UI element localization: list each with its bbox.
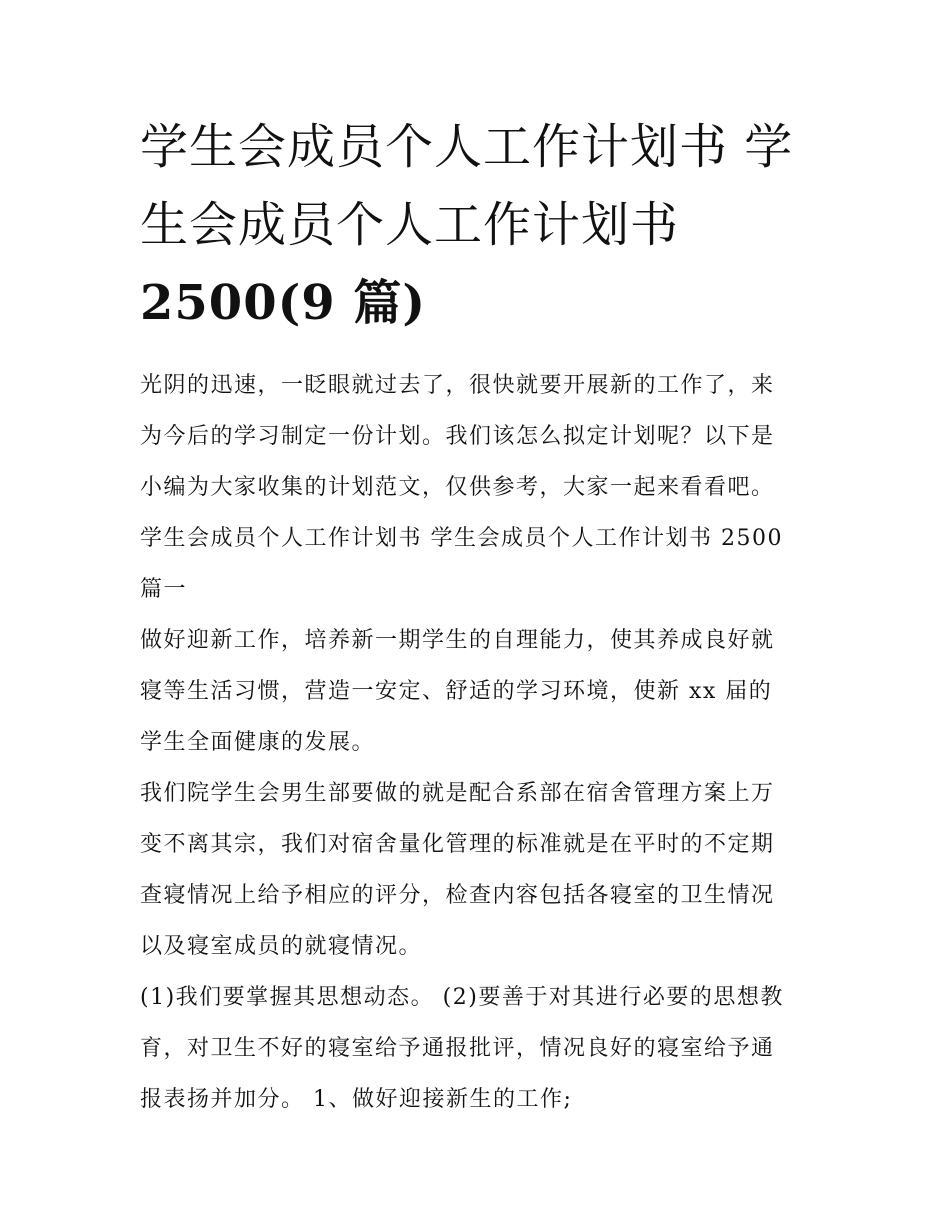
document-title-line-1: 学生会成员个人工作计划书 学 <box>140 119 794 175</box>
body-line: 寝等生活习惯，营造一安定、舒适的学习环境，使新 xx 届的 <box>140 679 773 704</box>
body-line: 学生全面健康的发展。 <box>140 730 376 755</box>
body-line: 变不离其宗，我们对宿舍量化管理的标准就是在平时的不定期 <box>140 832 775 857</box>
body-line: 报表扬并加分。 1、做好迎接新生的工作; <box>140 1087 573 1112</box>
document-body <box>140 360 820 1125</box>
document-title-line-2: 生会成员个人工作计划书 <box>140 197 680 253</box>
body-line: 学生会成员个人工作计划书 学生会成员个人工作计划书 2500 <box>140 526 783 551</box>
body-line: 篇一 <box>140 577 188 602</box>
body-line: 以及寝室成员的就寝情况。 <box>140 934 423 959</box>
body-line: (1)我们要掌握其思想动态。 (2)要善于对其进行必要的思想教 <box>140 985 784 1010</box>
body-line: 光阴的迅速，一眨眼就过去了，很快就要开展新的工作了，来 <box>140 373 775 398</box>
body-line: 查寝情况上给予相应的评分，检查内容包括各寝室的卫生情况 <box>140 883 775 908</box>
body-line: 为今后的学习制定一份计划。我们该怎么拟定计划呢？以下是 <box>140 424 775 449</box>
body-line: 做好迎新工作，培养新一期学生的自理能力，使其养成良好就 <box>140 628 775 653</box>
body-line: 小编为大家收集的计划范文，仅供参考，大家一起来看看吧。 <box>140 475 775 500</box>
body-line: 我们院学生会男生部要做的就是配合系部在宿舍管理方案上万 <box>140 781 775 806</box>
body-line: 育，对卫生不好的寝室给予通报批评，情况良好的寝室给予通 <box>140 1036 775 1061</box>
document-content <box>140 108 820 1125</box>
document-title-line-3: 2500(9 篇) <box>140 275 427 331</box>
